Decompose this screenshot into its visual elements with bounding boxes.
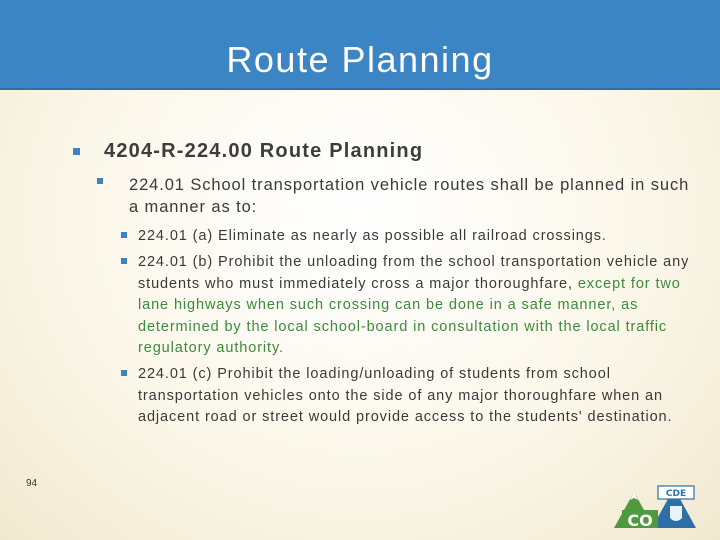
list-item-text: 224.01 (a) Eliminate as nearly as possible all railroad crossings. [138, 228, 607, 244]
bullet-icon [97, 178, 103, 184]
logo-cde-text: CDE [665, 489, 687, 499]
page-number: 94 [26, 478, 38, 489]
list-item-text: 224.01 (b) Prohibit the unloading from the school transportation vehicle any students who must immediately cross a major thoroughfare, [138, 254, 690, 292]
list-item [138, 226, 716, 248]
sub-item-text: 224.01 School transportation vehicle routes shall be planned in such a manner as to: [129, 176, 690, 216]
logo-co-text: CO [627, 511, 653, 530]
section-heading: 4204-R-224.00 Route Planning [104, 140, 424, 162]
list-item [138, 364, 716, 429]
list-item [138, 252, 716, 360]
list-item-highlight: except for two lane highways when such crossing can be done in a safe manner, as determined by the local school-board in consultation with the local traffic regulatory authority. [138, 275, 681, 356]
list-item-text: 224.01 (c) Prohibit the loading/unloading of students from school transportation vehicles onto the side of any major thoroughfare when an adjacent road or street would provide access to the students' destination. [138, 366, 673, 425]
bullet-icon [73, 148, 80, 155]
slide-title: Route Planning [226, 39, 494, 80]
cde-logo [612, 484, 698, 530]
bullet-icon [121, 232, 127, 238]
bullet-icon [121, 258, 127, 264]
title-bar [0, 0, 720, 90]
bullet-icon [121, 370, 127, 376]
